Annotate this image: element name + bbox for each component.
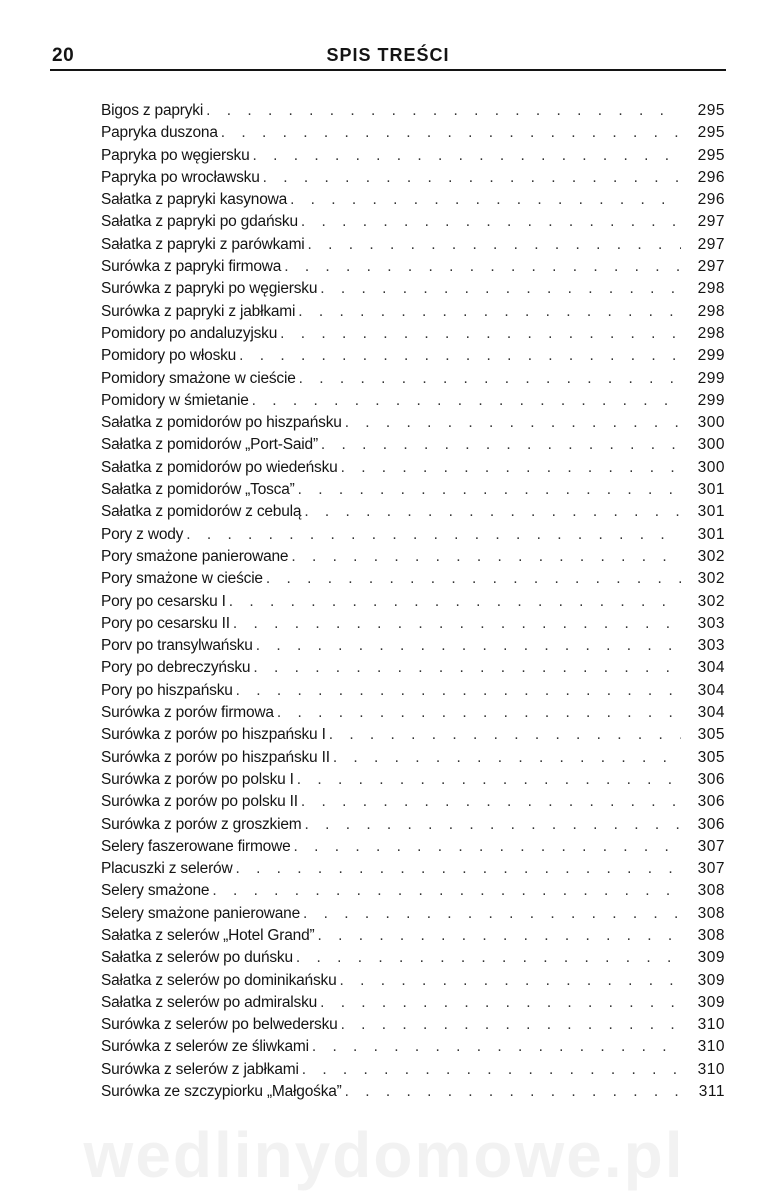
toc-entry-title: Sałatka z papryki kasynowa — [101, 191, 288, 209]
toc-entry-title: Pomidory po andaluzyjsku — [101, 324, 278, 342]
toc-entry — [101, 749, 725, 771]
dot-leader — [308, 236, 681, 254]
toc-entry-title: Pory po hiszpańsku — [101, 681, 233, 699]
dot-leader — [239, 347, 681, 365]
toc-entry — [101, 169, 725, 191]
toc-entry — [101, 213, 725, 235]
dot-leader — [304, 503, 681, 521]
toc-entry-title: Surówka z papryki po węgiersku — [101, 280, 318, 298]
page-number: 20 — [52, 45, 75, 66]
toc-entry-page: 310 — [697, 1016, 725, 1034]
running-title: SPIS TREŚCI — [326, 45, 450, 65]
dot-leader — [341, 1016, 681, 1034]
toc-entry-page: 303 — [697, 637, 725, 655]
toc-entry-page: 297 — [697, 258, 725, 276]
toc-entry-title: Selery smażone — [101, 882, 210, 900]
dot-leader — [253, 659, 681, 677]
toc-entry-page: 310 — [697, 1060, 725, 1078]
toc-entry — [101, 436, 725, 458]
toc-entry-title: Selery faszerowane firmowe — [101, 837, 291, 855]
toc-entry-title: Surówka z selerów z jabłkami — [101, 1060, 299, 1078]
toc-entry — [101, 972, 725, 994]
toc-entry — [101, 548, 725, 570]
toc-entry-page: 310 — [697, 1038, 725, 1056]
toc-entry-page: 298 — [697, 302, 725, 320]
toc-entry — [101, 370, 725, 392]
toc-entry — [101, 659, 725, 681]
toc-entry — [101, 481, 725, 503]
toc-entry-page: 302 — [697, 547, 725, 565]
dot-leader — [301, 793, 681, 811]
toc-entry — [101, 593, 725, 615]
toc-entry-title: Papryka po wrocławsku — [101, 168, 260, 186]
toc-entry — [101, 637, 725, 659]
toc-entry-title: Pomidory smażone w cieście — [101, 369, 296, 387]
dot-leader — [333, 749, 681, 767]
toc-entry-page: 309 — [697, 949, 725, 967]
dot-leader — [345, 414, 681, 432]
toc-entry — [101, 682, 725, 704]
toc-entry-title: Pomidory w śmietanie — [101, 391, 249, 409]
dot-leader — [345, 1083, 681, 1101]
dot-leader — [297, 771, 681, 789]
toc-entry-page: 297 — [697, 235, 725, 253]
toc-entry-title: Sałatka z papryki z parówkami — [101, 235, 305, 253]
toc-entry-page: 309 — [697, 971, 725, 989]
dot-leader — [299, 370, 681, 388]
toc-entry-title: Sałatka z pomidorów po hiszpańsku — [101, 414, 342, 432]
dot-leader — [266, 570, 681, 588]
toc-entry-title: Pory z wody — [101, 525, 184, 543]
toc-entry-title: Selery smażone panierowane — [101, 904, 301, 922]
toc-entry-page: 301 — [697, 481, 725, 499]
toc-entry — [101, 1083, 725, 1105]
dot-leader — [253, 147, 682, 165]
toc-entry-page: 303 — [697, 614, 725, 632]
toc-entry — [101, 124, 725, 146]
toc-entry-title: Surówka z papryki z jabłkami — [101, 302, 296, 320]
toc-entry — [101, 927, 725, 949]
toc-entry — [101, 905, 725, 927]
dot-leader — [340, 972, 682, 990]
toc-entry — [101, 325, 725, 347]
toc-entry-title: Sałatka z selerów po admiralsku — [101, 993, 318, 1011]
dot-leader — [263, 169, 681, 187]
toc-entry — [101, 994, 725, 1016]
toc-entry-title: Bigos z papryki — [101, 102, 204, 119]
dot-leader — [321, 436, 681, 454]
toc-entry — [101, 570, 725, 592]
toc-entry — [101, 1038, 725, 1060]
dot-leader — [291, 548, 681, 566]
toc-entry-page: 300 — [697, 414, 725, 432]
dot-leader — [296, 949, 681, 967]
toc-entry-title: Surówka z porów po hiszpańsku II — [101, 748, 330, 766]
dot-leader — [229, 593, 681, 611]
toc-entry-page: 296 — [697, 168, 725, 186]
toc-entry — [101, 147, 725, 169]
watermark: wedlinydomowe.pl — [83, 1119, 685, 1191]
toc-entry — [101, 704, 725, 726]
toc-entry — [101, 615, 725, 637]
toc-entry-title: Pory po cesarsku II — [101, 614, 230, 632]
toc-entry — [101, 258, 725, 280]
toc-entry-title: Papryka duszona — [101, 124, 218, 142]
dot-leader — [298, 303, 681, 321]
toc-entry — [101, 303, 725, 325]
toc-entry — [101, 236, 725, 258]
page-header — [50, 43, 726, 71]
toc-entry — [101, 526, 725, 548]
toc-entry-title: Sałatka z pomidorów po wiedeńsku — [101, 458, 338, 476]
toc-entry-page: 311 — [698, 1083, 725, 1101]
toc-entry — [101, 882, 725, 904]
dot-leader — [301, 213, 681, 231]
toc-entry-page: 297 — [697, 213, 725, 231]
toc-entry-page: 295 — [697, 124, 725, 142]
toc-entry-title: Sałatka z selerów po dominikańsku — [101, 971, 337, 989]
toc-entry — [101, 793, 725, 815]
toc-entry-page: 308 — [697, 904, 725, 922]
toc-entry-page: 301 — [697, 525, 725, 543]
toc-entry-title: Pomidory po włosku — [101, 347, 237, 365]
dot-leader — [280, 325, 681, 343]
toc-entry-page: 299 — [697, 369, 725, 387]
toc-entry-page: 306 — [697, 793, 725, 811]
toc-entry-page: 302 — [697, 570, 725, 588]
toc-entry-title: Pory po cesarsku I — [101, 592, 226, 610]
toc-entry-page: 299 — [697, 391, 725, 409]
dot-leader — [212, 882, 681, 900]
toc-entry-page: 304 — [697, 659, 725, 677]
toc-entry-title: Pory po debreczyńsku — [101, 659, 251, 677]
toc-entry-page: 300 — [697, 458, 725, 476]
toc-entry — [101, 1061, 725, 1083]
toc-entry-page: 306 — [697, 815, 725, 833]
toc-entry — [101, 771, 725, 793]
toc-entry-page: 305 — [697, 726, 725, 744]
toc-entry-page: 295 — [697, 146, 725, 164]
dot-leader — [304, 816, 681, 834]
toc-entry-title: Sałatka z papryki po gdańsku — [101, 213, 298, 231]
toc-entry — [101, 191, 725, 213]
toc-entry — [101, 838, 725, 860]
dot-leader — [320, 280, 681, 298]
toc-entry-title: Surówka z selerów po belwedersku — [101, 1016, 338, 1034]
dot-leader — [312, 1038, 681, 1056]
dot-leader — [236, 682, 681, 700]
toc-entry — [101, 726, 725, 748]
dot-leader — [221, 124, 681, 142]
toc-entry-title: Surówka z porów po hiszpańsku I — [101, 726, 326, 744]
dot-leader — [277, 704, 681, 722]
toc-entry-page: 295 — [697, 102, 725, 119]
toc-entry — [101, 102, 725, 124]
toc-entry-title: Surówka z papryki firmowa — [101, 258, 282, 276]
toc-entry-title: Papryka po węgiersku — [101, 146, 250, 164]
toc-entry-page: 307 — [697, 837, 725, 855]
toc-entry — [101, 860, 725, 882]
toc-entry-page: 307 — [697, 860, 725, 878]
toc-entry-title: Sałatka z selerów po duńsku — [101, 949, 293, 967]
toc-entry-title: Surówka z porów po polsku II — [101, 793, 298, 811]
table-of-contents — [101, 102, 725, 1105]
dot-leader — [284, 258, 681, 276]
toc-entry-title: Surówka z porów firmowa — [101, 704, 274, 722]
toc-entry-page: 299 — [697, 347, 725, 365]
toc-entry — [101, 503, 725, 525]
dot-leader — [233, 615, 681, 633]
dot-leader — [256, 637, 681, 655]
toc-entry-page: 308 — [697, 882, 725, 900]
dot-leader — [298, 481, 681, 499]
toc-entry-title: Pory smażone w cieście — [101, 570, 263, 588]
dot-leader — [252, 392, 681, 410]
toc-entry-title: Surówka z selerów ze śliwkami — [101, 1038, 309, 1056]
toc-entry-page: 305 — [697, 748, 725, 766]
dot-leader — [303, 905, 681, 923]
toc-entry-title: Sałatka z pomidorów „Port-Said” — [101, 436, 318, 454]
toc-entry-page: 296 — [697, 191, 725, 209]
toc-entry-page: 302 — [697, 592, 725, 610]
dot-leader — [317, 927, 681, 945]
toc-entry-title: Pory smażone panierowane — [101, 547, 289, 565]
toc-entry — [101, 1016, 725, 1038]
dot-leader — [294, 838, 682, 856]
toc-entry — [101, 949, 725, 971]
toc-entry — [101, 816, 725, 838]
toc-entry — [101, 392, 725, 414]
toc-entry-page: 308 — [697, 926, 725, 944]
toc-entry-title: Surówka ze szczypiorku „Małgośka” — [101, 1083, 342, 1101]
dot-leader — [329, 726, 681, 744]
dot-leader — [290, 191, 681, 209]
dot-leader — [302, 1061, 681, 1079]
toc-entry — [101, 414, 725, 436]
toc-entry-page: 298 — [697, 324, 725, 342]
dot-leader — [186, 526, 681, 544]
toc-entry-title: Surówka z porów z groszkiem — [101, 815, 302, 833]
toc-entry-title: Surówka z porów po polsku I — [101, 770, 294, 788]
toc-entry-page: 304 — [697, 681, 725, 699]
dot-leader — [235, 860, 681, 878]
toc-entry-title: Placuszki z selerów — [101, 860, 233, 878]
toc-entry-title: Sałatka z selerów „Hotel Grand” — [101, 926, 315, 944]
toc-entry — [101, 347, 725, 369]
toc-entry-page: 306 — [697, 770, 725, 788]
toc-entry-title: Sałatka z pomidorów „Tosca” — [101, 481, 295, 499]
toc-entry-title: Sałatka z pomidorów z cebulą — [101, 503, 302, 521]
toc-entry-page: 304 — [697, 704, 725, 722]
dot-leader — [320, 994, 681, 1012]
toc-entry-page: 301 — [697, 503, 725, 521]
dot-leader — [341, 459, 681, 477]
toc-entry — [101, 280, 725, 302]
toc-entry — [101, 459, 725, 481]
toc-entry-title: Porv po transylwańsku — [101, 637, 253, 655]
dot-leader — [206, 102, 681, 120]
toc-entry-page: 300 — [697, 436, 725, 454]
toc-entry-page: 298 — [697, 280, 725, 298]
toc-entry-page: 309 — [697, 993, 725, 1011]
